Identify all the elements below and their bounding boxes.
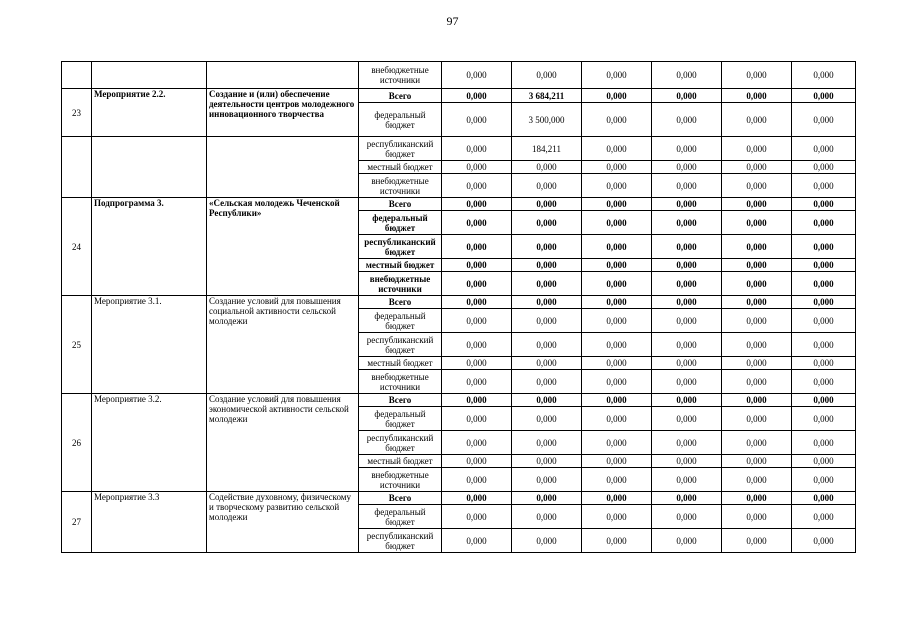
amount-cell: 0,000 bbox=[792, 89, 856, 103]
amount-cell: 0,000 bbox=[442, 468, 512, 492]
funding-source: местный бюджет bbox=[359, 259, 442, 272]
amount-cell: 0,000 bbox=[722, 211, 792, 235]
amount-cell: 0,000 bbox=[582, 137, 652, 161]
amount-cell: 0,000 bbox=[512, 309, 582, 333]
item-name: Мероприятие 3.2. bbox=[92, 394, 207, 492]
amount-cell: 0,000 bbox=[442, 309, 512, 333]
funding-source: федеральный бюджет bbox=[359, 103, 442, 137]
amount-cell: 0,000 bbox=[722, 161, 792, 174]
amount-cell: 0,000 bbox=[652, 394, 722, 407]
amount-cell: 0,000 bbox=[722, 62, 792, 89]
amount-cell: 0,000 bbox=[792, 235, 856, 259]
amount-cell: 0,000 bbox=[652, 492, 722, 505]
amount-cell: 0,000 bbox=[442, 505, 512, 529]
amount-cell: 0,000 bbox=[652, 505, 722, 529]
amount-cell: 0,000 bbox=[722, 529, 792, 553]
amount-cell: 0,000 bbox=[722, 259, 792, 272]
amount-cell: 0,000 bbox=[652, 62, 722, 89]
table-row bbox=[62, 296, 856, 309]
amount-cell: 0,000 bbox=[512, 455, 582, 468]
amount-cell: 0,000 bbox=[792, 198, 856, 211]
amount-cell: 0,000 bbox=[512, 333, 582, 357]
amount-cell: 0,000 bbox=[722, 505, 792, 529]
amount-cell: 0,000 bbox=[652, 174, 722, 198]
amount-cell: 0,000 bbox=[512, 235, 582, 259]
amount-cell: 0,000 bbox=[442, 235, 512, 259]
amount-cell: 0,000 bbox=[442, 333, 512, 357]
amount-cell: 0,000 bbox=[582, 198, 652, 211]
amount-cell: 0,000 bbox=[582, 62, 652, 89]
amount-cell: 0,000 bbox=[512, 174, 582, 198]
item-description: Создание условий для повышения социальной активности сельской молодежи bbox=[207, 296, 359, 394]
amount-cell: 0,000 bbox=[582, 492, 652, 505]
amount-cell: 0,000 bbox=[582, 174, 652, 198]
amount-cell: 0,000 bbox=[722, 333, 792, 357]
amount-cell: 0,000 bbox=[652, 296, 722, 309]
amount-cell: 0,000 bbox=[442, 174, 512, 198]
amount-cell: 0,000 bbox=[792, 309, 856, 333]
funding-source: местный бюджет bbox=[359, 161, 442, 174]
item-name: Мероприятие 3.3 bbox=[92, 492, 207, 553]
amount-cell: 0,000 bbox=[792, 505, 856, 529]
amount-cell: 0,000 bbox=[582, 394, 652, 407]
amount-cell: 3 684,211 bbox=[512, 89, 582, 103]
amount-cell: 0,000 bbox=[652, 357, 722, 370]
amount-cell: 0,000 bbox=[512, 370, 582, 394]
amount-cell: 0,000 bbox=[442, 394, 512, 407]
amount-cell: 0,000 bbox=[512, 394, 582, 407]
amount-cell: 0,000 bbox=[652, 529, 722, 553]
amount-cell: 0,000 bbox=[512, 431, 582, 455]
amount-cell: 0,000 bbox=[722, 394, 792, 407]
amount-cell: 0,000 bbox=[512, 505, 582, 529]
amount-cell: 0,000 bbox=[652, 137, 722, 161]
amount-cell: 0,000 bbox=[652, 407, 722, 431]
row-number: 23 bbox=[62, 89, 92, 137]
amount-cell: 0,000 bbox=[792, 394, 856, 407]
amount-cell: 0,000 bbox=[792, 272, 856, 296]
amount-cell: 0,000 bbox=[792, 529, 856, 553]
funding-source: внебюджетные источники bbox=[359, 62, 442, 89]
amount-cell: 0,000 bbox=[792, 211, 856, 235]
amount-cell: 0,000 bbox=[442, 89, 512, 103]
amount-cell: 0,000 bbox=[652, 431, 722, 455]
amount-cell: 0,000 bbox=[512, 62, 582, 89]
amount-cell: 0,000 bbox=[722, 357, 792, 370]
page-number: 97 bbox=[446, 14, 459, 28]
table-row bbox=[62, 137, 856, 161]
amount-cell: 0,000 bbox=[582, 431, 652, 455]
funding-source: Всего bbox=[359, 89, 442, 103]
amount-cell: 0,000 bbox=[792, 103, 856, 137]
funding-source: федеральный бюджет bbox=[359, 211, 442, 235]
funding-source: республиканский бюджет bbox=[359, 333, 442, 357]
amount-cell: 184,211 bbox=[512, 137, 582, 161]
row-number bbox=[62, 62, 92, 89]
table-row bbox=[62, 394, 856, 407]
funding-source: республиканский бюджет bbox=[359, 431, 442, 455]
funding-source: внебюджетные источники bbox=[359, 468, 442, 492]
amount-cell: 0,000 bbox=[792, 431, 856, 455]
amount-cell: 0,000 bbox=[792, 296, 856, 309]
amount-cell: 0,000 bbox=[582, 529, 652, 553]
item-name: Мероприятие 3.1. bbox=[92, 296, 207, 394]
amount-cell: 0,000 bbox=[652, 103, 722, 137]
amount-cell: 0,000 bbox=[582, 272, 652, 296]
amount-cell: 0,000 bbox=[442, 407, 512, 431]
item-description bbox=[207, 62, 359, 89]
funding-source: республиканский бюджет bbox=[359, 235, 442, 259]
amount-cell: 0,000 bbox=[442, 161, 512, 174]
amount-cell: 0,000 bbox=[722, 431, 792, 455]
amount-cell: 0,000 bbox=[582, 468, 652, 492]
funding-source: федеральный бюджет bbox=[359, 407, 442, 431]
amount-cell: 0,000 bbox=[582, 357, 652, 370]
item-description: Содействие духовному, физическому и творческому развитию сельской молодежи bbox=[207, 492, 359, 553]
amount-cell: 0,000 bbox=[652, 333, 722, 357]
item-name bbox=[92, 62, 207, 89]
amount-cell: 0,000 bbox=[442, 357, 512, 370]
amount-cell: 0,000 bbox=[792, 333, 856, 357]
amount-cell: 0,000 bbox=[582, 89, 652, 103]
amount-cell: 0,000 bbox=[792, 468, 856, 492]
amount-cell: 0,000 bbox=[512, 468, 582, 492]
amount-cell: 0,000 bbox=[582, 333, 652, 357]
amount-cell: 0,000 bbox=[722, 174, 792, 198]
item-description: Создание условий для повышения экономической активности сельской молодежи bbox=[207, 394, 359, 492]
amount-cell: 0,000 bbox=[722, 89, 792, 103]
funding-source: внебюджетные источники bbox=[359, 272, 442, 296]
amount-cell: 0,000 bbox=[582, 407, 652, 431]
amount-cell: 0,000 bbox=[442, 62, 512, 89]
amount-cell: 0,000 bbox=[442, 370, 512, 394]
amount-cell: 0,000 bbox=[722, 407, 792, 431]
table-row bbox=[62, 198, 856, 211]
funding-source: республиканский бюджет bbox=[359, 529, 442, 553]
amount-cell: 0,000 bbox=[442, 103, 512, 137]
funding-source: местный бюджет bbox=[359, 455, 442, 468]
table-row bbox=[62, 89, 856, 103]
row-number bbox=[62, 137, 92, 198]
amount-cell: 0,000 bbox=[722, 272, 792, 296]
amount-cell: 0,000 bbox=[442, 455, 512, 468]
amount-cell: 0,000 bbox=[582, 259, 652, 272]
table-row bbox=[62, 492, 856, 505]
amount-cell: 0,000 bbox=[512, 492, 582, 505]
amount-cell: 0,000 bbox=[722, 103, 792, 137]
amount-cell: 0,000 bbox=[652, 272, 722, 296]
amount-cell: 0,000 bbox=[582, 370, 652, 394]
amount-cell: 0,000 bbox=[652, 211, 722, 235]
amount-cell: 0,000 bbox=[652, 455, 722, 468]
funding-source: федеральный бюджет bbox=[359, 309, 442, 333]
funding-source: Всего bbox=[359, 198, 442, 211]
amount-cell: 0,000 bbox=[442, 431, 512, 455]
amount-cell: 0,000 bbox=[722, 198, 792, 211]
amount-cell: 0,000 bbox=[512, 296, 582, 309]
amount-cell: 0,000 bbox=[722, 309, 792, 333]
amount-cell: 0,000 bbox=[652, 235, 722, 259]
amount-cell: 0,000 bbox=[792, 370, 856, 394]
amount-cell: 0,000 bbox=[792, 357, 856, 370]
row-number: 27 bbox=[62, 492, 92, 553]
amount-cell: 0,000 bbox=[792, 174, 856, 198]
funding-source: республиканский бюджет bbox=[359, 137, 442, 161]
amount-cell: 0,000 bbox=[442, 529, 512, 553]
item-description: «Сельская молодежь Чеченской Республики» bbox=[207, 198, 359, 296]
amount-cell: 0,000 bbox=[722, 370, 792, 394]
item-description: Создание и (или) обеспечение деятельности центров молодежного инновационного творчества bbox=[207, 89, 359, 137]
row-number: 26 bbox=[62, 394, 92, 492]
amount-cell: 0,000 bbox=[582, 455, 652, 468]
table-row bbox=[62, 62, 856, 89]
amount-cell: 0,000 bbox=[512, 211, 582, 235]
funding-source: внебюджетные источники bbox=[359, 174, 442, 198]
amount-cell: 0,000 bbox=[442, 211, 512, 235]
funding-source: местный бюджет bbox=[359, 357, 442, 370]
amount-cell: 0,000 bbox=[652, 370, 722, 394]
amount-cell: 0,000 bbox=[512, 161, 582, 174]
amount-cell: 0,000 bbox=[722, 492, 792, 505]
amount-cell: 0,000 bbox=[722, 137, 792, 161]
amount-cell: 0,000 bbox=[512, 198, 582, 211]
amount-cell: 0,000 bbox=[442, 492, 512, 505]
amount-cell: 0,000 bbox=[792, 259, 856, 272]
row-number: 25 bbox=[62, 296, 92, 394]
amount-cell: 0,000 bbox=[652, 468, 722, 492]
amount-cell: 0,000 bbox=[442, 198, 512, 211]
funding-source: федеральный бюджет bbox=[359, 505, 442, 529]
amount-cell: 0,000 bbox=[792, 161, 856, 174]
item-name: Подпрограмма 3. bbox=[92, 198, 207, 296]
amount-cell: 0,000 bbox=[512, 259, 582, 272]
amount-cell: 0,000 bbox=[582, 161, 652, 174]
amount-cell: 0,000 bbox=[652, 198, 722, 211]
amount-cell: 0,000 bbox=[442, 137, 512, 161]
amount-cell: 3 500,000 bbox=[512, 103, 582, 137]
amount-cell: 0,000 bbox=[582, 211, 652, 235]
amount-cell: 0,000 bbox=[582, 235, 652, 259]
item-name bbox=[92, 137, 207, 198]
amount-cell: 0,000 bbox=[442, 296, 512, 309]
amount-cell: 0,000 bbox=[722, 455, 792, 468]
amount-cell: 0,000 bbox=[792, 455, 856, 468]
item-name: Мероприятие 2.2. bbox=[92, 89, 207, 137]
amount-cell: 0,000 bbox=[442, 272, 512, 296]
amount-cell: 0,000 bbox=[652, 259, 722, 272]
funding-source: Всего bbox=[359, 394, 442, 407]
amount-cell: 0,000 bbox=[512, 407, 582, 431]
amount-cell: 0,000 bbox=[512, 357, 582, 370]
amount-cell: 0,000 bbox=[582, 309, 652, 333]
amount-cell: 0,000 bbox=[582, 296, 652, 309]
amount-cell: 0,000 bbox=[722, 296, 792, 309]
amount-cell: 0,000 bbox=[652, 309, 722, 333]
row-number: 24 bbox=[62, 198, 92, 296]
amount-cell: 0,000 bbox=[512, 272, 582, 296]
amount-cell: 0,000 bbox=[512, 529, 582, 553]
amount-cell: 0,000 bbox=[722, 235, 792, 259]
amount-cell: 0,000 bbox=[792, 407, 856, 431]
amount-cell: 0,000 bbox=[792, 62, 856, 89]
amount-cell: 0,000 bbox=[652, 161, 722, 174]
amount-cell: 0,000 bbox=[792, 137, 856, 161]
item-description bbox=[207, 137, 359, 198]
budget-table bbox=[61, 61, 856, 553]
amount-cell: 0,000 bbox=[722, 468, 792, 492]
funding-source: внебюджетные источники bbox=[359, 370, 442, 394]
funding-source: Всего bbox=[359, 492, 442, 505]
amount-cell: 0,000 bbox=[582, 103, 652, 137]
amount-cell: 0,000 bbox=[652, 89, 722, 103]
funding-source: Всего bbox=[359, 296, 442, 309]
amount-cell: 0,000 bbox=[792, 492, 856, 505]
amount-cell: 0,000 bbox=[582, 505, 652, 529]
amount-cell: 0,000 bbox=[442, 259, 512, 272]
